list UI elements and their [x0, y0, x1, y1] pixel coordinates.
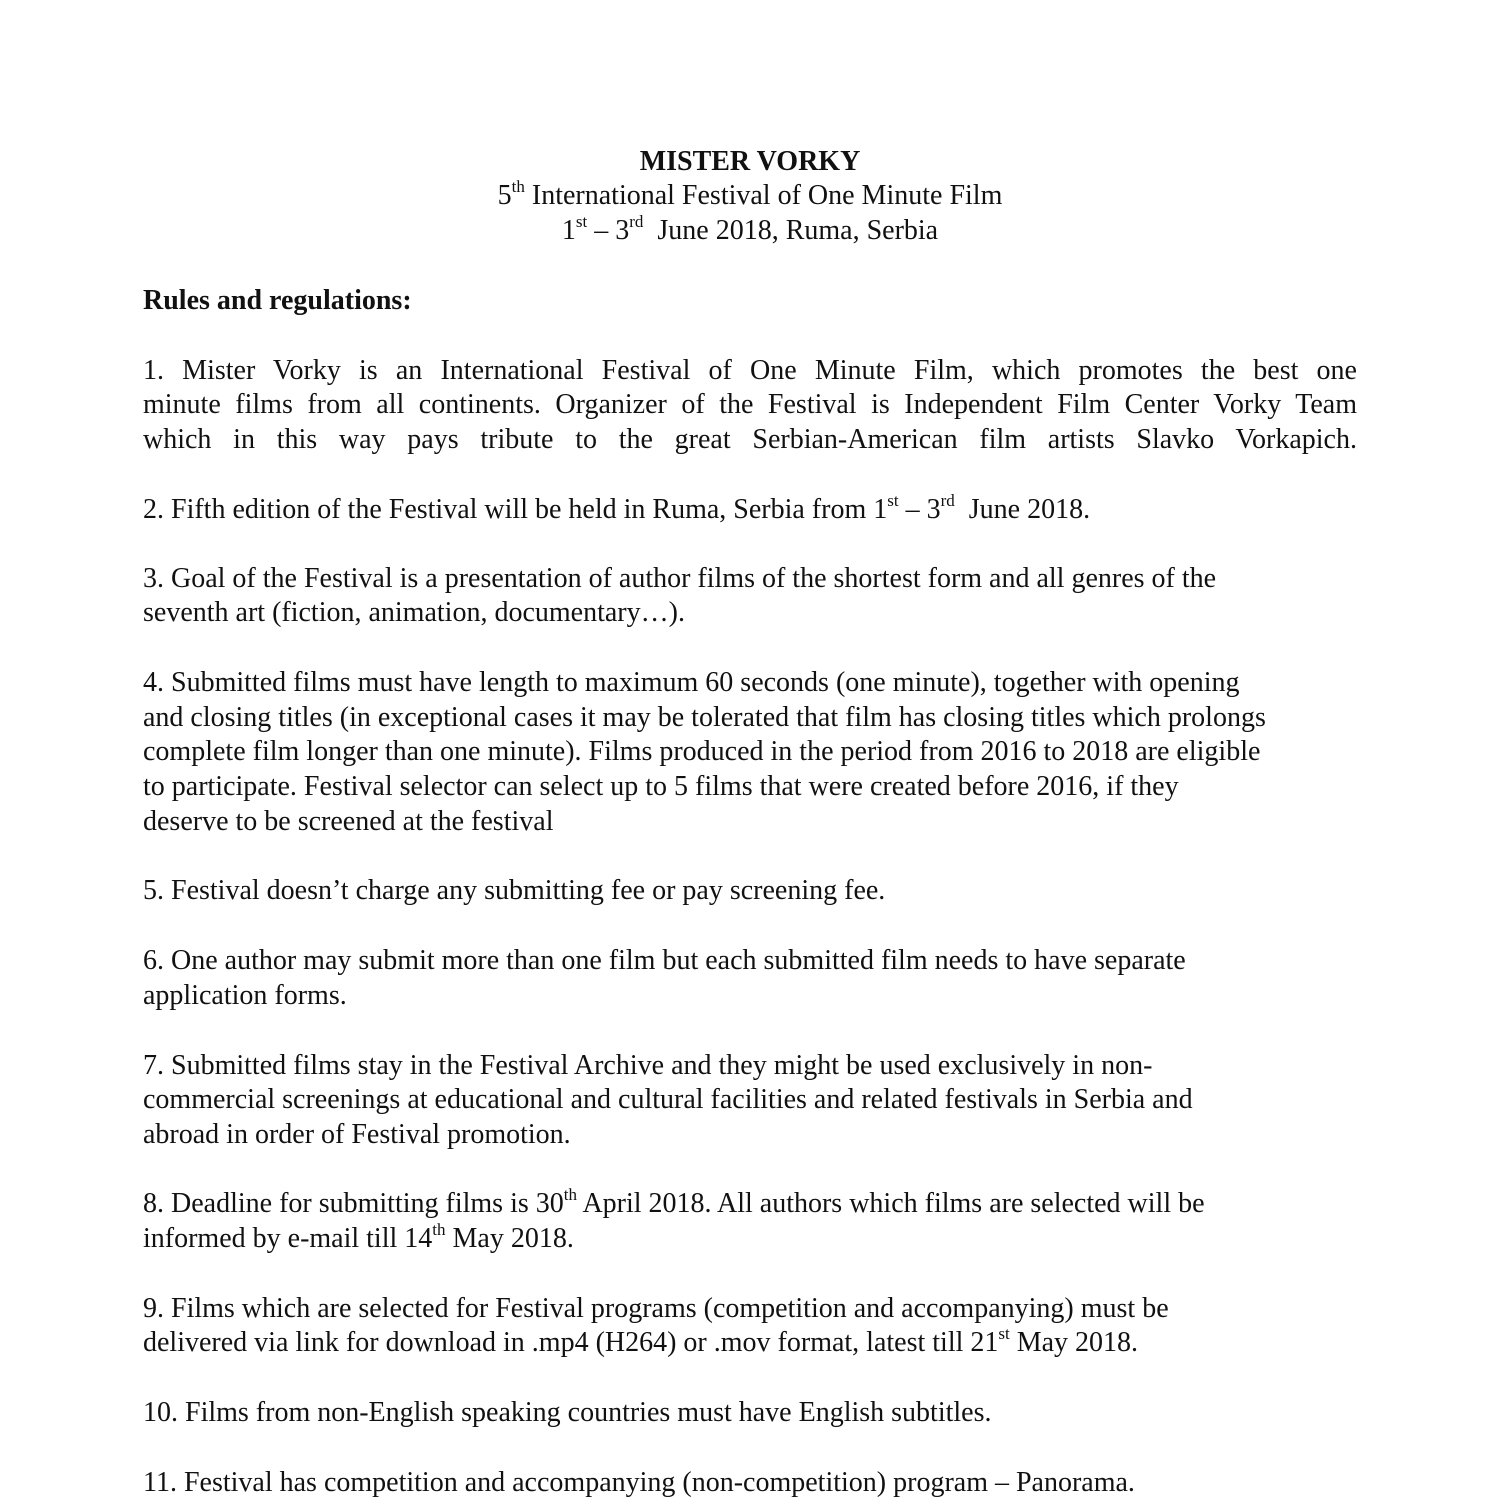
ordinal: rd — [940, 490, 955, 510]
rule-3-line-1: 3. Goal of the Festival is a presentation of author films of the shortest form and all genres of the — [143, 563, 1217, 594]
rule-2 — [143, 490, 1091, 527]
rule-1-line-3: which in this way pays tribute to the great Serbian-American film artists Slavko Vorkapich. — [143, 424, 1357, 455]
rule-3-line-2: seventh art (fiction, animation, documentary…). — [143, 597, 685, 628]
rule-9-line-1: 9. Films which are selected for Festival programs (competition and accompanying) must be — [143, 1293, 1169, 1324]
rule-4-line-2: and closing titles (in exceptional cases it may be tolerated that film has closing titles which prolongs — [143, 702, 1266, 733]
ordinal: th — [563, 1184, 577, 1204]
document-title: MISTER VORKY — [639, 146, 861, 177]
document-subtitle — [0, 176, 1500, 213]
rule-10: 10. Films from non-English speaking countries must have English subtitles. — [143, 1397, 992, 1428]
rule-8-text: 8. Deadline for submitting films is 30 — [143, 1188, 564, 1219]
date-end-ordinal: rd — [629, 211, 644, 231]
festival-dates — [0, 211, 1500, 248]
rule-8-text: informed by e-mail till 14 — [143, 1223, 433, 1254]
rule-8-text: April 2018. All authors which films are selected will be — [576, 1188, 1205, 1219]
rule-1-line-1: 1. Mister Vorky is an International Festival of One Minute Film, which promotes the best one — [143, 355, 1357, 386]
rule-4-line-5: deserve to be screened at the festival — [143, 806, 554, 837]
rule-6-line-1: 6. One author may submit more than one film but each submitted film needs to have separate — [143, 945, 1186, 976]
ordinal: st — [998, 1323, 1010, 1343]
date-start-ordinal: st — [575, 211, 588, 231]
rule-2-text: June 2018. — [954, 494, 1091, 525]
date-location: June 2018, Ruma, Serbia — [643, 215, 939, 246]
section-heading: Rules and regulations: — [143, 285, 412, 316]
subtitle-ordinal: th — [511, 176, 525, 196]
rule-9-text: delivered via link for download in .mp4 (H264) or .mov format, latest till 21 — [143, 1327, 999, 1358]
rule-4-line-3: complete film longer than one minute). Films produced in the period from 2016 to 2018 are eligible — [143, 736, 1261, 767]
rule-5: 5. Festival doesn’t charge any submitting fee or pay screening fee. — [143, 875, 886, 906]
rule-4-line-4: to participate. Festival selector can select up to 5 films that were created before 2016, if they — [143, 771, 1179, 802]
rule-9-line-2 — [143, 1323, 1139, 1360]
date-end: – 3 — [587, 215, 630, 246]
rule-6-line-2: application forms. — [143, 980, 347, 1011]
rule-2-text: – 3 — [898, 494, 941, 525]
rule-7-line-1: 7. Submitted films stay in the Festival Archive and they might be used exclusively in non- — [143, 1050, 1153, 1081]
rule-4-line-1: 4. Submitted films must have length to maximum 60 seconds (one minute), together with opening — [143, 667, 1240, 698]
rule-8-line-2 — [143, 1219, 574, 1256]
rule-8-line-1 — [143, 1184, 1205, 1221]
subtitle-number: 5 — [497, 180, 512, 211]
rule-9-text: May 2018. — [1009, 1327, 1139, 1358]
rule-7-line-3: abroad in order of Festival promotion. — [143, 1119, 571, 1150]
rule-11: 11. Festival has competition and accompanying (non-competition) program – Panorama. — [143, 1467, 1135, 1498]
ordinal: st — [887, 490, 899, 510]
rule-8-text: May 2018. — [445, 1223, 574, 1254]
rule-2-text: 2. Fifth edition of the Festival will be held in Ruma, Serbia from 1 — [143, 494, 888, 525]
rule-1-line-2: minute films from all continents. Organizer of the Festival is Independent Film Center Vorky Team — [143, 389, 1357, 420]
date-start: 1 — [561, 215, 576, 246]
ordinal: th — [432, 1219, 446, 1239]
subtitle-text: International Festival of One Minute Film — [524, 180, 1003, 211]
rule-7-line-2: commercial screenings at educational and cultural facilities and related festivals in Serbia and — [143, 1084, 1193, 1115]
